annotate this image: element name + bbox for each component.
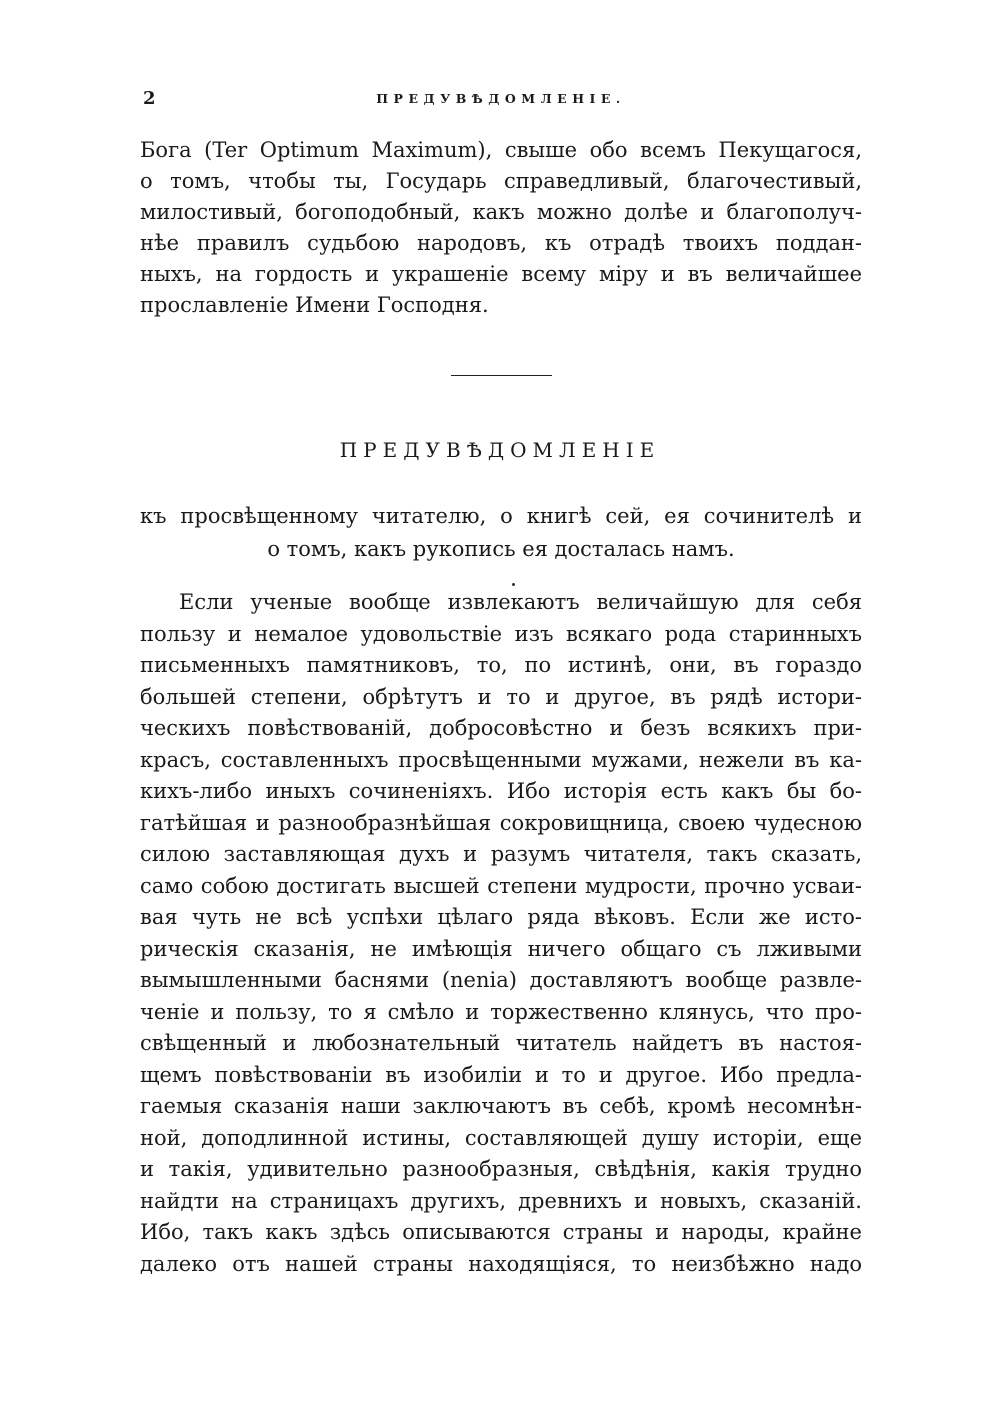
subtitle-line: къ просвѣщенному читателю, о книгѣ сей, ея сочинителѣ и bbox=[140, 504, 862, 528]
text-line: милостивый, богоподобный, какъ можно долѣе и благополуч- bbox=[140, 200, 862, 224]
text-line: письменныхъ памятниковъ, то, по истинѣ, они, въ гораздо bbox=[140, 653, 862, 677]
text-line: найдти на страницахъ другихъ, древнихъ и новыхъ, сказаній. bbox=[140, 1188, 862, 1213]
text-line: ченіе и пользу, то я смѣло и торжественно клянусь, что про- bbox=[140, 999, 862, 1024]
text-line: и такія, удивительно разнообразныя, свѣдѣнія, какія трудно bbox=[140, 1157, 862, 1181]
text-line: силою заставляющая духъ и разумъ читателя, такъ сказать, bbox=[140, 842, 862, 866]
text-line: пользу и немалое удовольствіе изъ всякаго рода старинныхъ bbox=[140, 621, 862, 646]
text-line: большей степени, обрѣтутъ и то и другое, въ рядѣ истори- bbox=[140, 684, 862, 709]
running-head: ПРЕДУВѢДОМЛЕНІЕ. bbox=[376, 91, 626, 106]
text-line: кихъ-либо иныхъ сочиненіяхъ. Ибо исторія есть какъ бы бо- bbox=[140, 779, 862, 803]
text-line: нѣе правилъ судьбою народовъ, къ отрадѣ твоихъ поддан- bbox=[140, 231, 862, 255]
section-divider bbox=[451, 375, 552, 376]
text-line: далеко отъ нашей страны находящіяся, то неизбѣжно надо bbox=[140, 1251, 862, 1276]
text-line: вая чуть не всѣ успѣхи цѣлаго ряда вѣковъ. Если же исто- bbox=[140, 905, 862, 929]
text-line: о томъ, чтобы ты, Государь справедливый, благочестивый, bbox=[140, 169, 862, 193]
section-subtitle bbox=[140, 500, 862, 566]
text-line: Бога (Ter Optimum Maximum), свыше обо всемъ Пекущагося, bbox=[140, 138, 862, 162]
text-line: гатѣйшая и разнообразнѣйшая сокровищница, своею чудесною bbox=[140, 810, 862, 835]
text-line: Если ученые вообще извлекаютъ величайшую для себя bbox=[179, 590, 862, 614]
subtitle-line: о томъ, какъ рукопись ея досталась намъ. bbox=[267, 537, 735, 561]
text-line: ныхъ, на гордость и украшеніе всему міру и въ величайшее bbox=[140, 262, 862, 286]
body-paragraph bbox=[140, 587, 862, 1280]
section-title: ПРЕДУВѢДОМЛЕНІЕ bbox=[339, 438, 661, 462]
text-line: рическія сказанія, не имѣющія ничего общаго съ лживыми bbox=[140, 936, 862, 961]
text-line: ной, доподлинной истины, составляющей душу исторіи, еще bbox=[140, 1125, 862, 1150]
top-paragraph bbox=[140, 135, 862, 321]
text-line: прославленіе Имени Господня. bbox=[140, 293, 489, 317]
text-line: щемъ повѣствованіи въ изобиліи и то и другое. Ибо предла- bbox=[140, 1062, 862, 1087]
text-line: само собою достигать высшей степени мудрости, прочно усваи- bbox=[140, 873, 862, 898]
text-line: Ибо, такъ какъ здѣсь описываются страны и народы, крайне bbox=[140, 1220, 862, 1244]
page-header bbox=[140, 88, 862, 112]
text-line: красъ, составленныхъ просвѣщенными мужами, нежели въ ка- bbox=[140, 747, 862, 772]
print-speck bbox=[512, 583, 515, 586]
text-line: ческихъ повѣствованій, добросовѣстно и безъ всякихъ при- bbox=[140, 716, 862, 740]
text-line: свѣщенный и любознательный читатель найдетъ въ настоя- bbox=[140, 1031, 862, 1055]
text-line: гаемыя сказанія наши заключаютъ въ себѣ, кромѣ несомнѣн- bbox=[140, 1094, 862, 1118]
text-line: вымышленными баснями (nenia) доставляютъ вообще развле- bbox=[140, 968, 862, 992]
page-number: 2 bbox=[143, 88, 156, 109]
